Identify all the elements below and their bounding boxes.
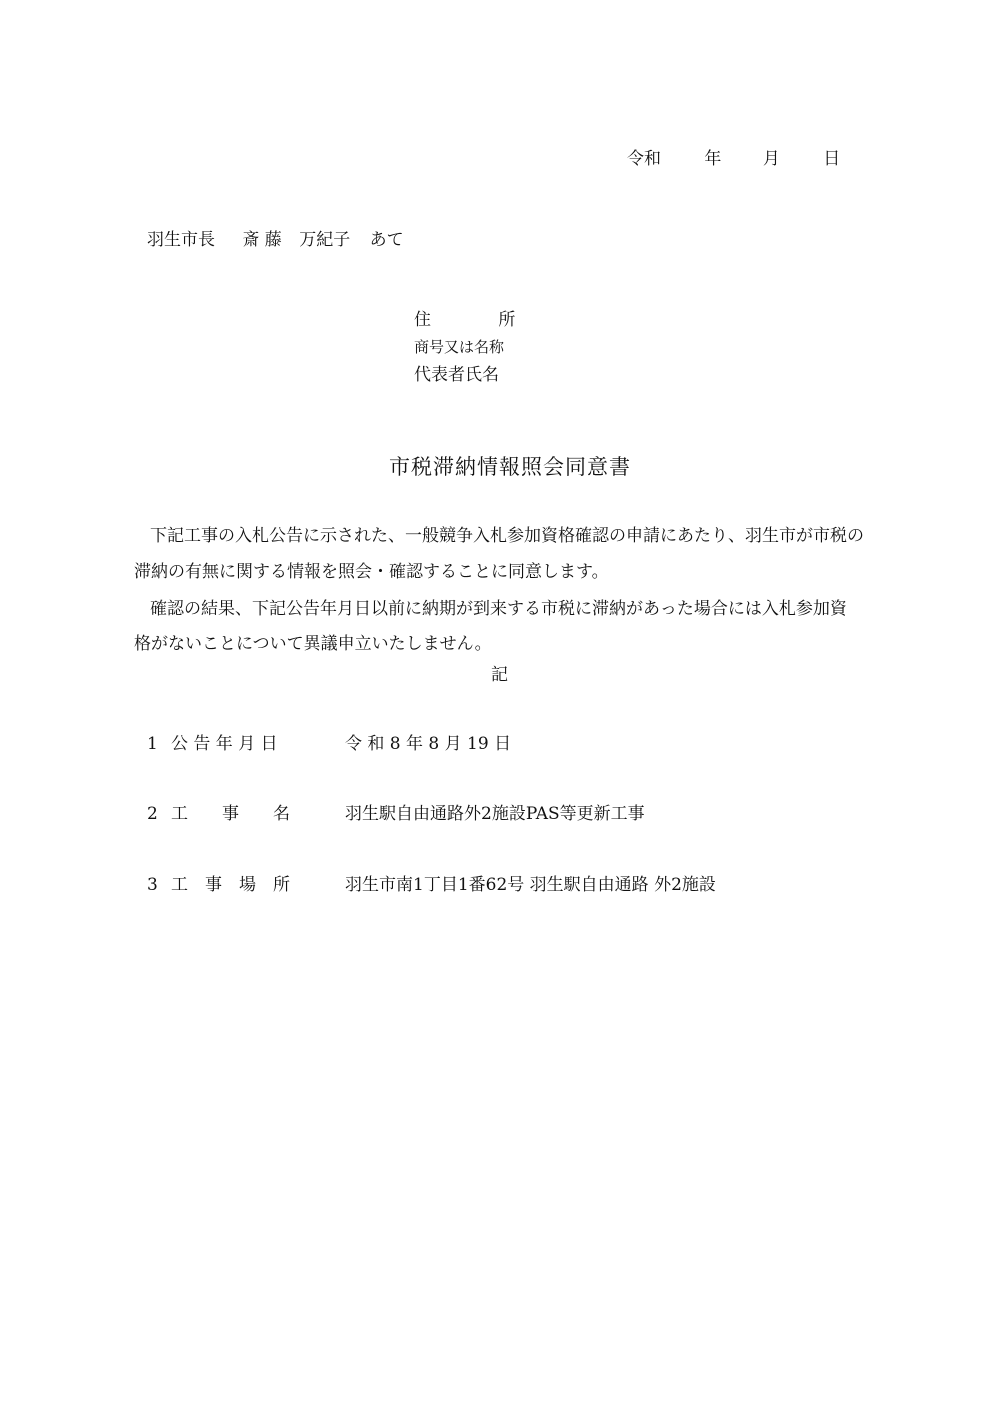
item-number: 3 — [147, 875, 158, 895]
addressee-line — [147, 229, 404, 251]
addressee-office: 羽生市長 — [147, 230, 215, 250]
body-paragraph-2-line-2: 格がないことについて異議申立いたしません。 — [134, 634, 492, 654]
item-label: 公 告 年 月 日 — [171, 734, 278, 754]
item-value: 羽生市南1丁目1番62号 羽生駅自由通路 外2施設 — [345, 875, 716, 895]
body-paragraph-2-line-1: 確認の結果、下記公告年月日以前に納期が到来する市税に滞納があった場合には入札参加資 — [150, 599, 847, 619]
date-day-unit: 日 — [823, 149, 841, 169]
document-title: 市税滞納情報照会同意書 — [389, 455, 631, 479]
ki-heading: 記 — [491, 665, 508, 685]
sender-name-label: 商号又は名称 — [414, 338, 505, 356]
item-value: 羽生駅自由通路外2施設PAS等更新工事 — [345, 804, 645, 824]
addressee-surname: 斎 藤 — [242, 230, 282, 250]
date-era: 令和 — [627, 149, 661, 169]
sender-address-label-2: 所 — [498, 310, 516, 330]
item-number: 2 — [147, 804, 158, 824]
item-number: 1 — [147, 734, 158, 754]
item-label: 工 事 名 — [171, 804, 290, 824]
sender-address-label-1: 住 — [414, 310, 431, 330]
date-line — [627, 148, 840, 170]
addressee-given-name: 万紀子 — [299, 230, 351, 250]
sender-representative-label: 代表者氏名 — [414, 365, 499, 385]
body-paragraph-1-line-2: 滞納の有無に関する情報を照会・確認することに同意します。 — [134, 562, 609, 582]
item-value: 令 和 8 年 8 月 19 日 — [345, 734, 512, 754]
date-month-unit: 月 — [762, 149, 780, 169]
sender-address-label — [414, 309, 515, 331]
item-label: 工 事 場 所 — [171, 875, 290, 895]
body-paragraph-1-line-1: 下記工事の入札公告に示された、一般競争入札参加資格確認の申請にあたり、羽生市が市税の — [150, 526, 864, 546]
addressee-suffix: あて — [369, 230, 404, 250]
date-year-unit: 年 — [704, 149, 722, 169]
